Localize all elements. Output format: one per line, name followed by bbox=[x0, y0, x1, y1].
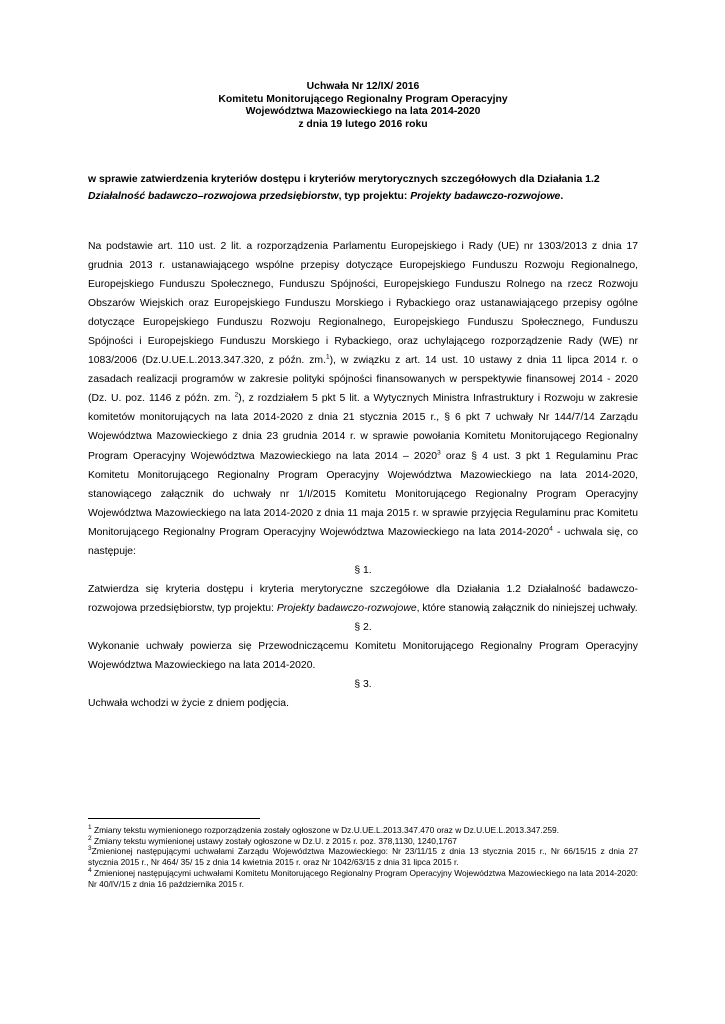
subject-text: , typ projektu: bbox=[338, 191, 411, 202]
legal-basis-text: - uchwala się, co następuje: bbox=[88, 526, 638, 557]
section-1-text bbox=[88, 580, 638, 618]
subject-text: . bbox=[560, 191, 564, 202]
resolution-header bbox=[88, 81, 638, 131]
footnote-3 bbox=[88, 846, 638, 867]
section-3-text: Uchwała wchodzi w życie z dniem podjęcia. bbox=[88, 698, 289, 710]
footnote-ref-4: 4 bbox=[549, 525, 553, 533]
resolution-subject bbox=[88, 171, 638, 205]
footnote-mark: 3 bbox=[88, 845, 92, 853]
footnotes bbox=[88, 825, 638, 889]
footnote-divider bbox=[88, 818, 260, 819]
footnote-ref-1: 1 bbox=[325, 353, 330, 361]
resolution-date: z dnia 19 lutego 2016 roku bbox=[298, 118, 428, 130]
resolution-body bbox=[88, 237, 638, 713]
resolution-number: Uchwała Nr 12/IX/ 2016 bbox=[306, 81, 420, 92]
subject-project-type: Projekty badawczo-rozwojowe bbox=[410, 191, 561, 202]
subject-text: w sprawie zatwierdzenia kryteriów dostępu i kryteriów merytorycznych szczegółowych dla Działania 1.2 bbox=[88, 174, 600, 185]
legal-basis-text: oraz § 4 ust. 3 pkt 1 Regulaminu Prac Komitetu Monitorującego Regionalny Program Operacyjny Województwa Mazowieckiego na lata 2014-2020, stanowiącego załącznik do uchwały nr 1/I/2015 Komitetu Monitorującego Regionalny Program Operacyjny Województwa Mazowieckiego na lata 2014-2020 z dnia 11 maja 2015 r. w sprawie przyjęcia Regulaminu prac Komitetu Monitorującego Regionalny Program Operacyjny Województwa Mazowieckiego na lata 2014-2020 bbox=[88, 450, 639, 538]
committee-name: Komitetu Monitorującego Regionalny Program Operacyjny bbox=[218, 93, 508, 105]
footnote-1 bbox=[88, 825, 638, 836]
subject-measure-name: Działalność badawczo–rozwojowa przedsiębiorstw bbox=[88, 191, 339, 202]
footnote-2 bbox=[88, 836, 638, 847]
footnote-ref-3: 3 bbox=[437, 449, 441, 457]
footnote-mark: 1 bbox=[88, 824, 92, 832]
footnote-text: Zmienionej następującymi uchwałami Zarządu Województwa Mazowieckiego: Nr 23/11/15 z dnia 13 stycznia 2015 r., Nr 66/15/15 z dnia 27 stycznia 2015 r., Nr 464/ 35/ 15 z dnia 14 kwietnia 2015 r. oraz Nr 1042/63/15 z dnia 31 lipca 2015 r. bbox=[88, 846, 638, 868]
section-1-body: Zatwierdza się kryteria dostępu i kryteria merytoryczne szczegółowe dla Działania 1.2 Działalność badawczo-rozwojowa przedsiębiorstw, typ projektu: bbox=[88, 583, 638, 614]
legal-basis-paragraph bbox=[88, 237, 638, 561]
footnote-mark: 2 bbox=[88, 834, 92, 842]
footnote-mark: 4 bbox=[88, 867, 92, 875]
footnote-text: Zmienionej następującymi uchwałami Komitetu Monitorującego Regionalny Program Operacyjny Województwa Mazowieckiego na lata 2014-2020: Nr 40/IV/15 z dnia 16 października 2015 r. bbox=[88, 867, 638, 889]
footnote-text: Zmiany tekstu wymienionej ustawy zostały ogłoszone w Dz.U. z 2015 r. poz. 378,1130, 1240,1767 bbox=[91, 835, 457, 846]
section-1-heading: § 1. bbox=[354, 564, 372, 576]
section-2-text: Wykonanie uchwały powierza się Przewodniczącemu Komitetu Monitorującego Regionalny Program Operacyjny Województwa Mazowieckiego na lata 2014-2020. bbox=[88, 640, 638, 672]
footnote-ref-2: 2 bbox=[234, 391, 239, 399]
footnote-text: Zmiany tekstu wymienionego rozporządzenia zostały ogłoszone w Dz.U.UE.L.2013.347.470 oraz w Dz.U.UE.L.2013.347.259. bbox=[91, 825, 560, 835]
section-1-project-type: Projekty badawczo-rozwojowe bbox=[276, 602, 417, 614]
section-2-heading: § 2. bbox=[354, 621, 372, 633]
voivodeship-name: Województwa Mazowieckiego na lata 2014-2020 bbox=[245, 106, 481, 118]
section-3-heading: § 3. bbox=[354, 679, 372, 691]
section-1-body: , które stanowią załącznik do niniejszej uchwały. bbox=[416, 602, 638, 614]
legal-basis-text: Na podstawie art. 110 ust. 2 lit. a rozporządzenia Parlamentu Europejskiego i Rady (UE) nr 1303/2013 z dnia 17 grudnia 2013 r. ustanawiającego wspólne przepisy dotyczące Europejskiego Funduszu Rozwoju Regionalnego, Europejskiego Funduszu Społecznego, Funduszu Spójności, Europejskiego Funduszu Rolnego na rzecz Rozwoju Obszarów Wiejskich oraz Europejskiego Funduszu Morskiego i Rybackiego oraz ustanawiającego przepisy ogólne dotyczące Europejskiego Funduszu Rozwoju Regionalnego, Europejskiego Funduszu Społecznego, Funduszu Spójności i Europejskiego Funduszu Morskiego i Rybackiego, oraz uchylającego rozporządzenie Rady (WE) nr 1083/2006 (Dz.U.UE.L.2013.347.320, z późn. zm. bbox=[88, 241, 638, 367]
footnote-4 bbox=[88, 868, 638, 889]
legal-basis-text: ), w związku z art. 14 ust. 10 ustawy z dnia 11 lipca 2014 r. o zasadach realizacji programów w zakresie polityki spójności finansowanych w perspektywie finansowej 2014 - 2020 (Dz. U. poz. 1146 z późn. zm. bbox=[88, 355, 638, 405]
legal-basis-text: ), z rozdziałem 5 pkt 5 lit. a Wytycznych Ministra Infrastruktury i Rozwoju w zakresie komitetów monitorujących na lata 2014-2020 z dnia 21 stycznia 2015 r., § 6 pkt 7 uchwały Nr 144/7/14 Zarządu Województwa Mazowieckiego z dnia 23 grudnia 2014 r. w sprawie powołania Komitetu Monitorującego Regionalny Program Operacyjny Województwa Mazowieckiego na lata 2014 – 2020 bbox=[88, 393, 639, 462]
